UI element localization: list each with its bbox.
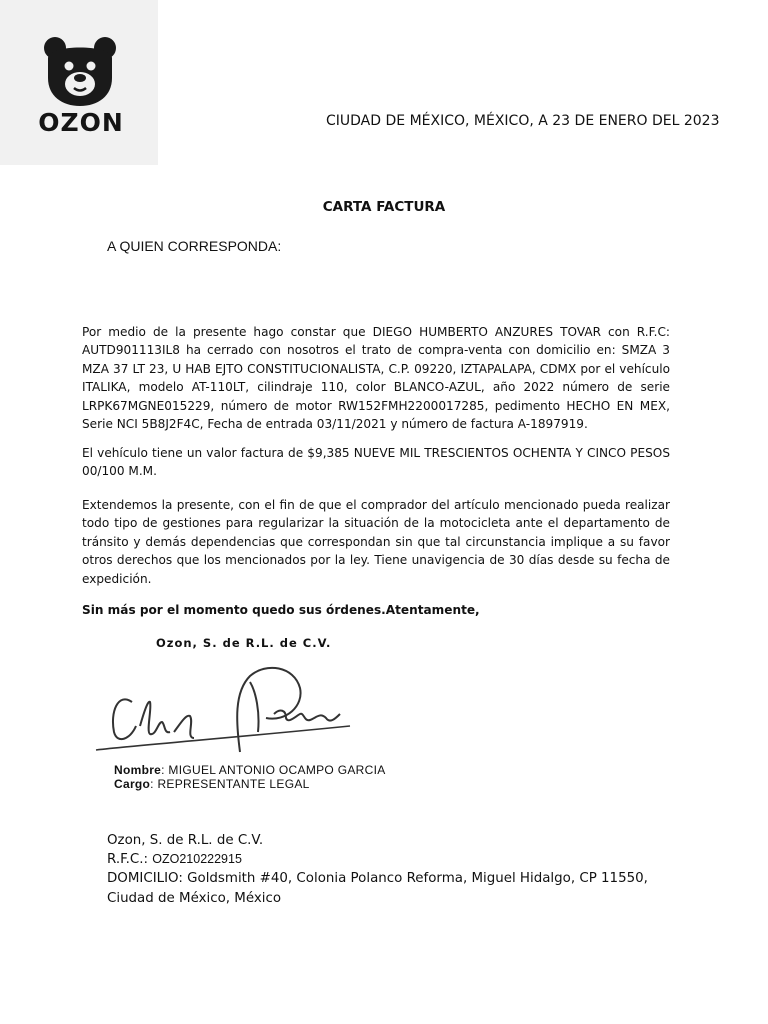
document-title: CARTA FACTURA — [322, 199, 446, 215]
signer-role-label: Cargo — [114, 777, 151, 791]
footer-rfc-label: R.F.C.: — [107, 852, 153, 867]
paragraph-invoice-value: El vehículo tiene un valor factura de $9,385 NUEVE MIL TRESCIENTOS OCHENTA Y CINCO PESOS 00/100 M.M. — [82, 446, 670, 479]
signer-name-label: Nombre — [114, 763, 162, 777]
signing-company: Ozon, S. de R.L. de C.V. — [156, 636, 332, 650]
signer-role — [114, 777, 310, 791]
logo-panel — [0, 0, 158, 165]
footer-address-value: Goldsmith #40, Colonia Polanco Reforma, Miguel Hidalgo, CP 11550, Ciudad de México, México — [107, 871, 648, 906]
footer-address — [107, 869, 667, 908]
handwritten-signature — [90, 652, 360, 762]
signer-name — [114, 763, 386, 777]
closing-line: Sin más por el momento quedo sus órdenes.Atentamente, — [82, 603, 480, 617]
footer-rfc-value: OZO210222915 — [152, 852, 242, 866]
paragraph-validity: Extendemos la presente, con el fin de que el comprador del artículo mencionado pueda realizar todo tipo de gestiones para regularizar la situación de la motocicleta ante el departamento de tránsito y demás dependencias que correspondan sin que tal circunstancia implique a su favor otros derechos que los mencionados por la ley. Tiene unavigencia de 30 días desde su fecha de expedición. — [82, 498, 670, 586]
footer-rfc — [107, 850, 667, 870]
paragraph-purchase-details: Por medio de la presente hago constar que DIEGO HUMBERTO ANZURES TOVAR con R.F.C: AUTD901113IL8 ha cerrado con nosotros el trato de compra-venta con domicilio en: SMZA 3 MZA 37 LT 23, U HAB EJTO CONSTITUCIONALISTA, C.P. 09220, IZTAPALAPA, CDMX por el vehículo ITALIKA, modelo AT-110LT, cilindraje 110, color BLANCO-AZUL, año 2022 número de serie LRPK67MGNE015229, número de motor RW152FMH2200017285, pedimento HECHO EN MEX, Serie NCI 5B8J2F4C, Fecha de entrada 03/11/2021 y número de factura A-1897919. — [82, 325, 670, 432]
salutation: A QUIEN CORRESPONDA: — [107, 238, 282, 254]
bear-icon — [42, 36, 118, 106]
signer-role-value: : REPRESENTANTE LEGAL — [150, 777, 310, 791]
date-line: CIUDAD DE MÉXICO, MÉXICO, A 23 DE ENERO DEL 2023 — [326, 113, 720, 129]
footer-company: Ozon, S. de R.L. de C.V. — [107, 833, 264, 848]
footer-address-label: DOMICILIO: — [107, 871, 188, 886]
logo-wordmark: OZON — [38, 108, 124, 137]
signer-name-value: : MIGUEL ANTONIO OCAMPO GARCIA — [161, 763, 386, 777]
